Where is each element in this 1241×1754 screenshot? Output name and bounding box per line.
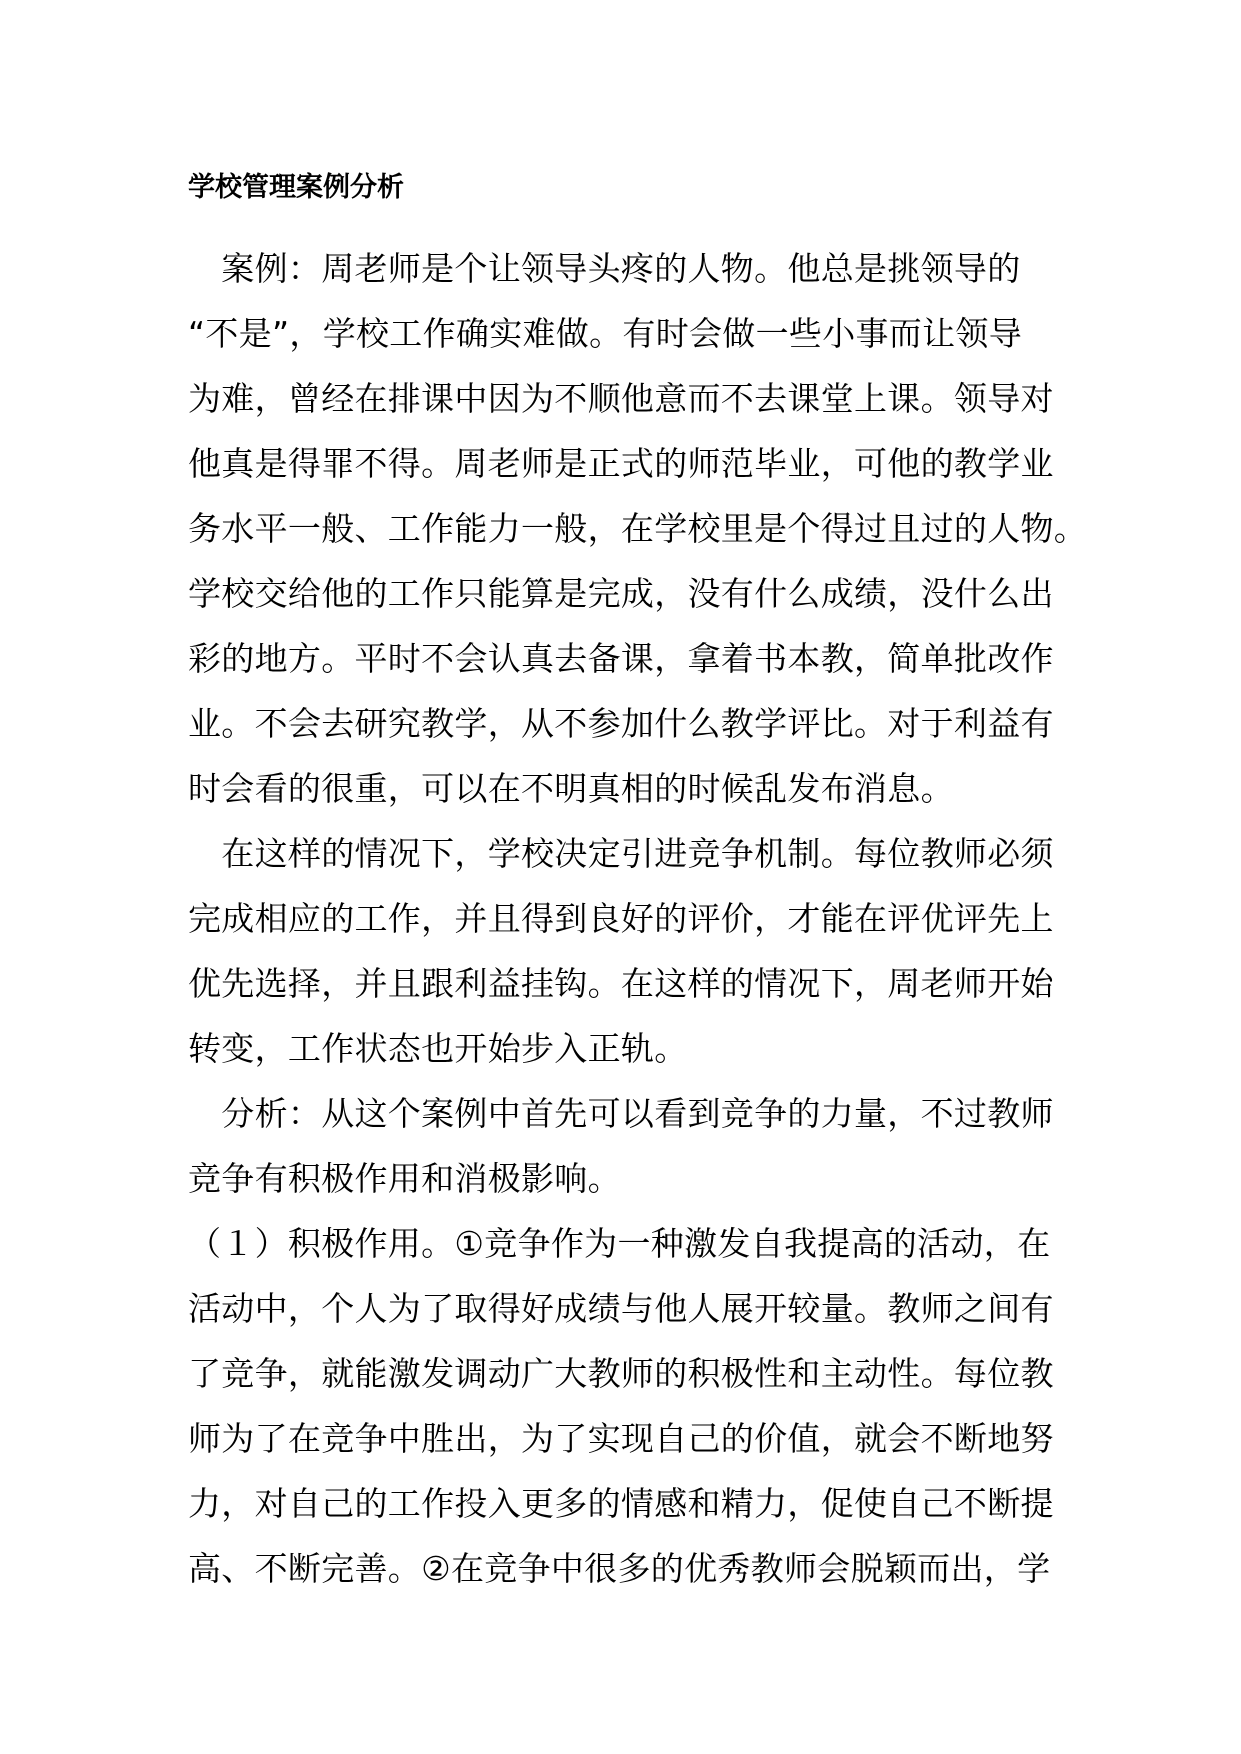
text-line: 业。不会去研究教学，从不参加什么教学评比。对于利益有 xyxy=(188,704,1054,743)
text-line: 务水平一般、工作能力一般，在学校里是个得过且过的人物。 xyxy=(188,509,1088,548)
text-line: 了竞争，就能激发调动广大教师的积极性和主动性。每位教 xyxy=(188,1354,1054,1393)
text-line: 转变，工作状态也开始步入正轨。 xyxy=(188,1029,688,1068)
document-body xyxy=(188,236,1088,1601)
text-line: （１）积极作用。①竞争作为一种激发自我提高的活动，在 xyxy=(188,1224,1051,1263)
text-line: 师为了在竞争中胜出，为了实现自己的价值，就会不断地努 xyxy=(188,1419,1054,1458)
text-line: 高、不断完善。②在竞争中很多的优秀教师会脱颖而出，学 xyxy=(188,1549,1051,1588)
text-line: 在这样的情况下，学校决定引进竞争机制。每位教师必须 xyxy=(188,834,1054,873)
text-line: 竞争有积极作用和消极影响。 xyxy=(188,1159,621,1198)
text-line: 分析：从这个案例中首先可以看到竞争的力量，不过教师 xyxy=(188,1094,1054,1133)
text-line: 彩的地方。平时不会认真去备课，拿着书本教，简单批改作 xyxy=(188,639,1054,678)
text-line: 优先选择，并且跟利益挂钩。在这样的情况下，周老师开始 xyxy=(188,964,1054,1003)
text-line: 学校交给他的工作只能算是完成，没有什么成绩，没什么出 xyxy=(188,574,1054,613)
text-line: 活动中，个人为了取得好成绩与他人展开较量。教师之间有 xyxy=(188,1289,1054,1328)
text-line: 力，对自己的工作投入更多的情感和精力，促使自己不断提 xyxy=(188,1484,1054,1523)
text-line: 完成相应的工作，并且得到良好的评价，才能在评优评先上 xyxy=(188,899,1054,938)
text-line: 他真是得罪不得。周老师是正式的师范毕业，可他的教学业 xyxy=(188,444,1054,483)
text-line: 时会看的很重，可以在不明真相的时候乱发布消息。 xyxy=(188,769,954,808)
text-line: 案例：周老师是个让领导头疼的人物。他总是挑领导的 xyxy=(188,249,1021,288)
text-line: 为难，曾经在排课中因为不顺他意而不去课堂上课。领导对 xyxy=(188,379,1054,418)
document-title: 学校管理案例分析 xyxy=(188,172,404,203)
text-line: “不是”，学校工作确实难做。有时会做一些小事而让领导 xyxy=(188,314,1022,353)
